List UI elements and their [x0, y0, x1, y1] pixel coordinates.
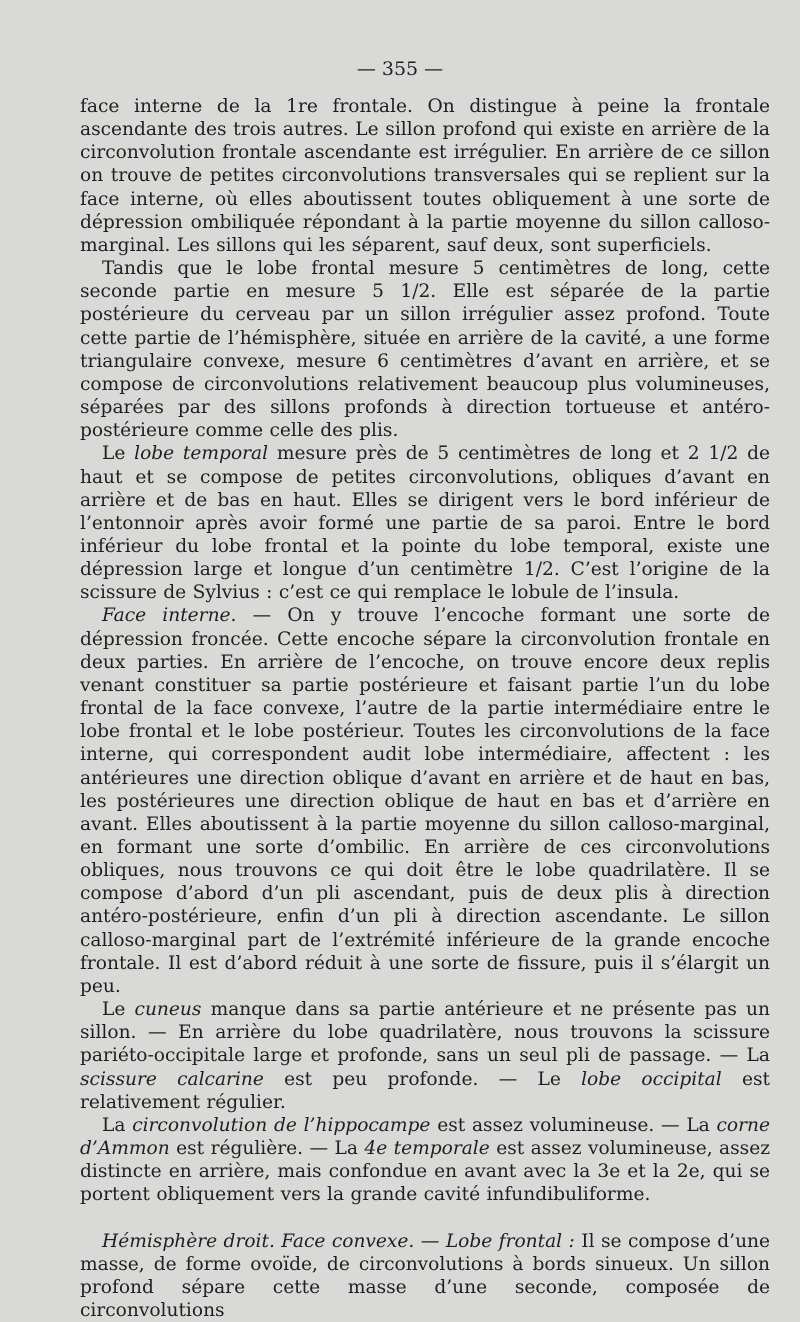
text-run: est régulière. — La [176, 1138, 358, 1160]
paragraph: Tandis que le lobe frontal mesure 5 centimètres de long, cette seconde partie en mesure 5 1/2. Elle est séparée de la partie postérieure du cerveau par un sillon irrégulier assez profond. Toute cette partie de l’hémisphère, située en arrière de la cavité, a une forme triangulaire convexe, mesure 6 centimètres d’avant en arrière, et se compose de circonvolutions relativement beaucoup plus volumineuses, séparées par des sillons profonds à direction tortueuse et antéro-postérieure comme celle des plis. [80, 258, 770, 442]
paragraph [80, 604, 770, 998]
italic-term: 4e temporale [364, 1138, 490, 1160]
text-run: La [102, 1114, 126, 1136]
italic-term: corne d’Ammon [80, 1114, 770, 1160]
text-run: est assez volumineuse. — La [437, 1114, 710, 1136]
text-run: — On y trouve l’encoche formant une sorte de dépression froncée. Cette encoche sépare la circonvolution frontale en deux parties. En arrière de l’encoche, on trouve encore deux replis venant constituer sa partie postérieure et faisant partie l’un du lobe frontal de la face convexe, l’autre de la partie intermédiaire entre le lobe frontal et le lobe postérieur. Toutes les circonvolutions de la face interne, qui correspondent audit lobe intermédiaire, affectent : les antérieures une direction oblique d’avant en arrière et de haut en bas, les postérieures une direction oblique de haut en bas et d’arrière en avant. Elles aboutissent à la partie moyenne du sillon calloso-marginal, en formant une sorte d’ombilic. En arrière de ces circonvolutions obliques, nous trouvons ce qui doit être le lobe quadrilatère. Il se compose d’abord d’un pli ascendant, puis de deux plis à direction antéro-postérieure, enfin d’un pli à direction ascendante. Le sillon calloso-marginal part de l’extrémité inférieure de la grande encoche frontale. Il est d’abord réduit à une sorte de fissure, puis il s’élargit un peu. [80, 605, 770, 997]
italic-term: cuneus [134, 999, 202, 1021]
italic-term: scissure calcarine [80, 1068, 264, 1090]
paragraph [80, 442, 770, 604]
italic-heading: Lobe frontal : [445, 1230, 575, 1252]
paragraph [80, 998, 770, 1114]
text-run: Le [102, 999, 126, 1021]
paragraph [80, 1230, 770, 1322]
text-run: est peu profonde. — Le [284, 1068, 561, 1090]
page-number: — 355 — [356, 58, 444, 80]
text-run: manque dans sa partie antérieure et ne présente pas un sillon. — En arrière du lobe quadrilatère, nous trouvons la scissure pariéto-occipitale large et profonde, sans un seul pli de passage. — La [80, 999, 770, 1067]
text-run: Il se compose d’une masse, de forme ovoïde, de circonvolutions à bords sinueux. Un sillon profond sépare cette masse d’une seconde, composée de circonvolutions [80, 1230, 771, 1321]
text-run: est relativement régulier. [80, 1068, 770, 1113]
italic-heading: Hémisphère droit. Face convexe. [102, 1230, 415, 1252]
body-text [80, 95, 770, 1322]
italic-term: lobe occipital [581, 1068, 722, 1090]
text-run: est assez volumineuse, assez distincte en arrière, mais confondue en avant avec la 3e et la 2e, qui se portent obliquement vers la grande cavité infundibuliforme. [80, 1138, 771, 1206]
italic-term: circonvolution de l’hippocampe [132, 1114, 431, 1136]
text-run: Le [102, 443, 126, 465]
text-run: — [420, 1230, 440, 1252]
text-run: mesure près de 5 centimètres de long et 2 1/2 de haut et se compose de petites circonvolutions, obliques d’avant en arrière et de bas en haut. Elles se dirigent vers le bord inférieur de l’entonnoir après avoir formé une partie de sa paroi. Entre le bord inférieur du lobe frontal et la pointe du lobe temporal, existe une dépression large et longue d’un centimètre 1/2. C’est l’origine de la scissure de Sylvius : c’est ce qui remplace le lobule de l’insula. [80, 443, 770, 604]
paragraph [80, 1114, 770, 1207]
paragraph: face interne de la 1re frontale. On distingue à peine la frontale ascendante des trois autres. Le sillon profond qui existe en arrière de la circonvolution frontale ascendante est irrégulier. En arrière de ce sillon on trouve de petites circonvolutions transversales qui se replient sur la face interne, où elles aboutissent toutes obliquement à une sorte de dépression ombiliquée répondant à la partie moyenne du sillon calloso-marginal. Les sillons qui les séparent, sauf deux, sont superficiels. [80, 96, 770, 256]
italic-term: lobe temporal [134, 443, 269, 465]
italic-heading: Face interne. [102, 605, 237, 627]
